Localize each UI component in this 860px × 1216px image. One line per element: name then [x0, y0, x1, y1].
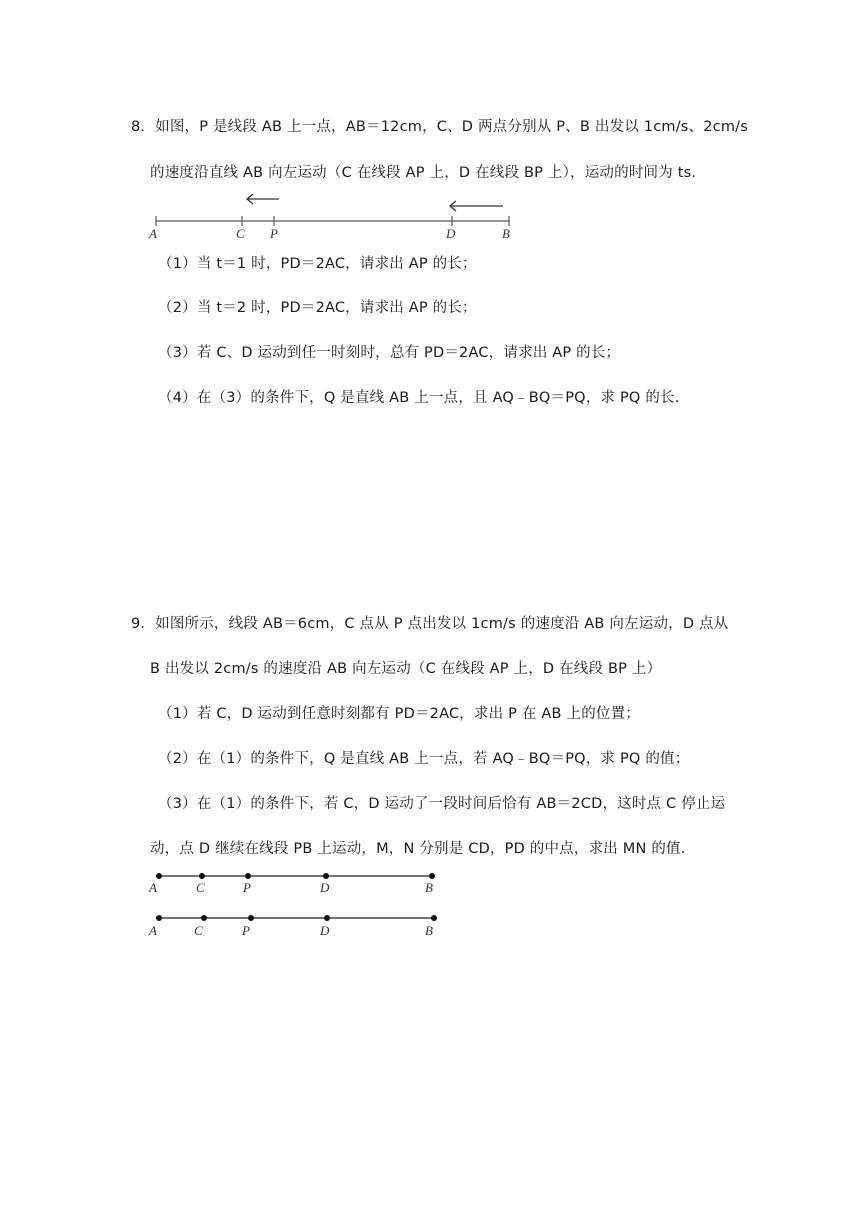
- q8-stem-line1: 8．如图，P 是线段 AB 上一点，AB＝12cm，C、D 两点分别从 P、B 出发以 1cm/s、2cm/s: [131, 119, 749, 135]
- q8-label-d: D: [446, 226, 456, 241]
- q8-sub3: （3）若 C、D 运动到任一时刻时，总有 PD＝2AC，请求出 AP 的长；: [158, 345, 621, 361]
- q9-fig2-label-a: A: [149, 923, 157, 938]
- q8-arrow-d-icon: [450, 201, 503, 211]
- q9-fig1-label-a: A: [149, 880, 157, 895]
- q9-stem-line2: B 出发以 2cm/s 的速度沿 AB 向左运动（C 在线段 AP 上，D 在线段 BP 上）: [150, 661, 662, 677]
- q8-sub1: （1）当 t＝1 时，PD＝2AC，请求出 AP 的长；: [158, 256, 477, 272]
- q9-fig1-label-p: P: [243, 880, 251, 895]
- q9-fig2-label-d: D: [320, 923, 330, 938]
- q9-figure-1: [148, 873, 435, 895]
- q9-stem-line1: 9．如图所示，线段 AB＝6cm，C 点从 P 点出发以 1cm/s 的速度沿 AB 向左运动，D 点从: [131, 616, 729, 632]
- q8-label-c: C: [236, 226, 245, 241]
- q9-fig1-label-d: D: [320, 880, 330, 895]
- q9-fig1-label-c: C: [196, 880, 205, 895]
- q8-stem-line2: 的速度沿直线 AB 向左运动（C 在线段 AP 上，D 在线段 BP 上），运动的时间为 ts.: [150, 165, 697, 181]
- q9-sub3-line2: 动，点 D 继续在线段 PB 上运动，M，N 分别是 CD，PD 的中点，求出 MN 的值.: [150, 841, 686, 857]
- q8-label-p: P: [270, 226, 278, 241]
- q8-arrow-c-icon: [247, 194, 279, 204]
- q9-fig2-label-p: P: [242, 923, 250, 938]
- q9-fig2-label-c: C: [194, 923, 203, 938]
- q9-fig2-label-b: B: [425, 923, 433, 938]
- q9-figure-2: [148, 915, 437, 938]
- q9-fig1-label-b: B: [425, 880, 433, 895]
- q8-label-b: B: [502, 226, 510, 241]
- q9-sub3-line1: （3）在（1）的条件下，若 C，D 运动了一段时间后恰有 AB＝2CD，这时点 C 停止运: [158, 796, 726, 812]
- q8-sub2: （2）当 t＝2 时，PD＝2AC，请求出 AP 的长；: [158, 300, 477, 316]
- q8-sub4: （4）在（3）的条件下，Q 是直线 AB 上一点，且 AQ﹣BQ＝PQ，求 PQ 的长.: [158, 390, 680, 406]
- q9-sub2: （2）在（1）的条件下，Q 是直线 AB 上一点，若 AQ﹣BQ＝PQ，求 PQ 的值；: [158, 751, 690, 767]
- q9-sub1: （1）若 C，D 运动到任意时刻都有 PD＝2AC，求出 P 在 AB 上的位置；: [158, 706, 641, 722]
- q8-label-a: A: [149, 226, 157, 241]
